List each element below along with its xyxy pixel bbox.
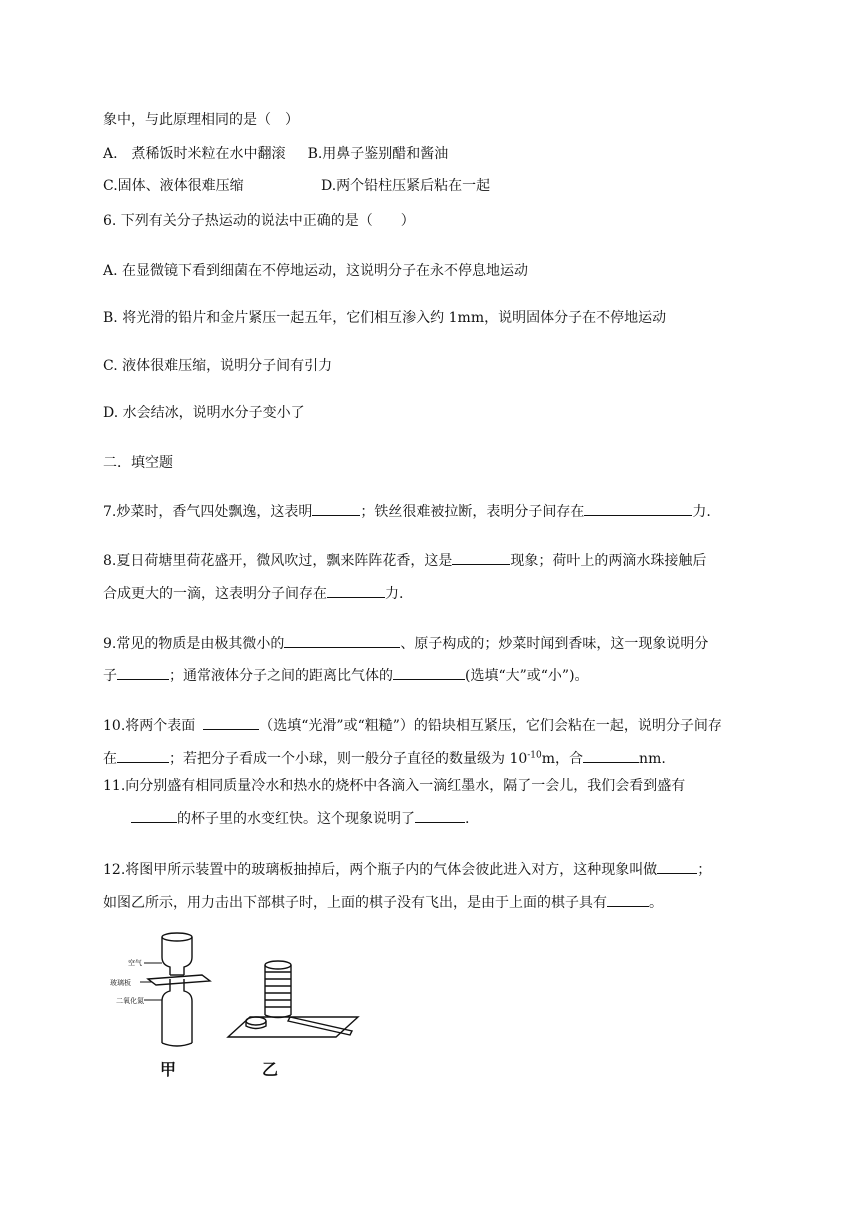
q10-text-3: 在 [103,751,117,767]
q8-line-2 [103,584,403,603]
q5-options-row2 [103,177,490,195]
q8-text-1: 8.夏日荷塘里荷花盛开，微风吹过，飘来阵阵花香，这是 [103,553,453,569]
q8-text-3: 合成更大的一滴，这表明分子间存在 [103,586,327,602]
q11-blank-1[interactable] [131,809,177,823]
section-title: 二．填空题 [103,455,173,471]
q6-stem: 6. 下列有关分子热运动的说法中正确的是（ ） [103,213,415,229]
q10-blank-2[interactable] [117,749,169,763]
q6-option-c: C. 液体很难压缩，说明分子间有引力 [103,358,333,374]
experiment-figure [110,925,370,1085]
q6-option-a: A. 在显微镜下看到细菌在不停地运动，这说明分子在永不停息地运动 [103,263,529,279]
q8-blank-2[interactable] [327,584,385,598]
q9-line-1 [103,634,708,653]
label-gas: 二氧化氮 [116,997,144,1005]
q9-text-1: 9.常见的物质是由极其微小的 [103,636,285,652]
diffusion-apparatus [140,933,210,1046]
q5-option-b: B.用鼻子鉴别醋和酱油 [307,146,449,162]
q9-text-3: 子 [103,668,117,684]
q12-line-2 [103,893,663,912]
q6-option-b: B. 将光滑的铅片和金片紧压一起五年，它们相互渗入约 1mm，说明固体分子在不停地运动 [103,310,667,326]
caption-b: 乙 [262,1060,279,1079]
q5-option-c: C.固体、液体很难压缩 [103,178,244,194]
q6-option-d: D. 水会结冰，说明水分子变小了 [103,405,305,421]
q10-line-2 [103,749,666,768]
label-glass-plate: 玻璃板 [110,979,131,987]
q10-text-4: ；若把分子看成一个小球，则一般分子直径的数量级为 10 [169,751,528,767]
q12-text-4: 。 [649,895,663,911]
q10-line-1 [103,716,722,735]
q9-blank-3[interactable] [393,666,465,680]
q9-line-2 [103,666,589,685]
chess-stack-apparatus [228,961,358,1037]
q9-text-5: (选填“大”或“小”)。 [465,668,589,684]
q11-line-2 [131,809,469,828]
q10-text-6: nm. [639,751,666,767]
q9-blank-1[interactable] [284,634,400,648]
q10-text-1: 10.将两个表面 [103,718,196,734]
q12-blank-1[interactable] [657,860,697,874]
q9-text-4: ；通常液体分子之间的距离比气体的 [169,668,393,684]
caption-a: 甲 [160,1060,177,1079]
q11-text-2: 的杯子里的水变红快。这个现象说明了 [177,811,415,827]
q7-text-1: 7.炒菜时，香气四处飘逸，这表明 [103,504,313,520]
q10-exponent: -10 [527,750,542,761]
q8-blank-1[interactable] [452,551,510,565]
q7-blank-1[interactable] [312,502,360,516]
q5-option-d: D.两个铅柱压紧后粘在一起 [321,178,491,194]
q11-line-1: 11.向分别盛有相同质量冷水和热水的烧杯中各滴入一滴红墨水，隔了一会儿，我们会看到盛有 [103,778,686,794]
q11-text-3: . [465,811,470,827]
q7-line [103,502,711,521]
q12-blank-2[interactable] [607,893,649,907]
q10-text-2: （选填“光滑”或“粗糙”）的铅块相互紧压，它们会粘在一起，说明分子间存 [259,718,722,734]
q10-blank-3[interactable] [583,749,639,763]
q5-stem: 象中，与此原理相同的是（ ） [103,112,299,128]
q5-option-a: A. 煮稀饭时米粒在水中翻滚 [103,146,286,162]
q8-text-4: 力. [385,586,404,602]
label-air: 空气 [128,959,142,967]
q8-text-2: 现象；荷叶上的两滴水珠接触后 [510,553,707,569]
q11-blank-2[interactable] [415,809,465,823]
q12-text-3: 如图乙所示，用力击出下部棋子时，上面的棋子没有飞出，是由于上面的棋子具有 [103,895,607,911]
q10-text-5: m，合 [541,751,584,767]
q9-blank-2[interactable] [117,666,169,680]
q12-line-1 [103,860,711,879]
q12-text-1: 12.将图甲所示装置中的玻璃板抽掉后，两个瓶子内的气体会彼此进入对方，这种现象叫做 [103,862,658,878]
q7-text-3: 力. [692,504,711,520]
q12-text-2: ； [697,862,712,878]
q9-text-2: 、原子构成的；炒菜时闻到香味，这一现象说明分 [400,636,709,652]
q10-blank-1[interactable] [203,716,259,730]
q8-line-1 [103,551,706,570]
q7-text-2: ；铁丝很难被拉断，表明分子间存在 [360,504,585,520]
q5-options-row1 [103,145,448,163]
q7-blank-2[interactable] [584,502,692,516]
